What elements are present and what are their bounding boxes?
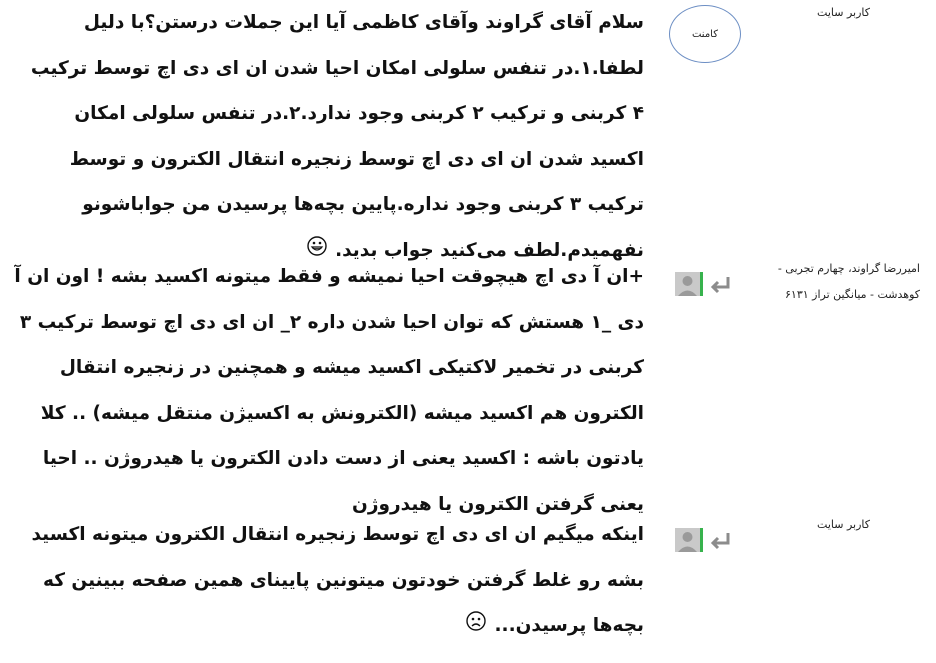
comment-author[interactable] bbox=[730, 256, 920, 308]
comment-text-content: اینکه میگیم ان ای دی اچ توسط زنجیره انتقال الکترون میتونه اکسید بشه رو غلط گرفتن خودتون میتونین پایینای همین صفحه ببینین که بچه‌ها پرسیدن... bbox=[31, 524, 644, 636]
comment-text-content: +ان آ دی اچ هیچوقت احیا نمیشه و فقط میتونه اکسید بشه ! اون ان آ دی _۱ هستش که توان احیا شدن داره ۲_ ان ای دی اچ توسط ترکیب ۳ کربنی در تخمیر لاکتیکی اکسید میشه و همچنین در زنجیره انتقال الکترون هم اکسید میشه (الکترونش به اکسیژن منتقل میشه) .. کلا یادتون باشه : اکسید یعنی از دست دادن الکترون یا هیدروژن .. احیا یعنی گرفتن الکترون یا هیدروژن bbox=[14, 266, 644, 515]
comment-author[interactable]: کاربر سایت bbox=[817, 518, 870, 531]
comment-text bbox=[14, 0, 644, 273]
author-line-1: امیررضا گراوند، چهارم تجربی - bbox=[777, 262, 920, 275]
reply-avatar-group[interactable] bbox=[674, 268, 734, 300]
reply-icon bbox=[713, 533, 728, 548]
comment-author[interactable]: کاربر سایت bbox=[817, 6, 870, 19]
comment-text bbox=[14, 512, 644, 649]
avatar-icon bbox=[675, 272, 703, 296]
reply-avatar-group[interactable] bbox=[674, 524, 734, 556]
avatar-icon bbox=[675, 528, 703, 552]
badge-label: کامنت bbox=[691, 28, 718, 40]
comment-badge bbox=[669, 5, 741, 63]
comment-text bbox=[14, 254, 644, 527]
comment-text-content: سلام آقای گراوند وآقای کاظمی آیا این جملات درستن؟با دلیل لطفا.۱.در تنفس سلولی امکان احیا شدن ان ای دی اچ توسط ترکیب ۴ کربنی و ترکیب ۲ کربنی وجود ندارد.۲.در تنفس سلولی امکان اکسید شدن ان ای دی اچ توسط زنجیره انتقال الکترون و توسط ترکیب ۳ کربنی وجود نداره.پایین بچه‌ها پرسیدن من جواباشونو نفهمیدم.لطف می‌کنید جواب بدید. bbox=[30, 12, 644, 261]
author-line-2: کوهدشت - میانگین تراز ۶۱۳۱ bbox=[785, 288, 920, 301]
reply-icon bbox=[713, 277, 728, 292]
sad-emoji bbox=[466, 603, 486, 649]
